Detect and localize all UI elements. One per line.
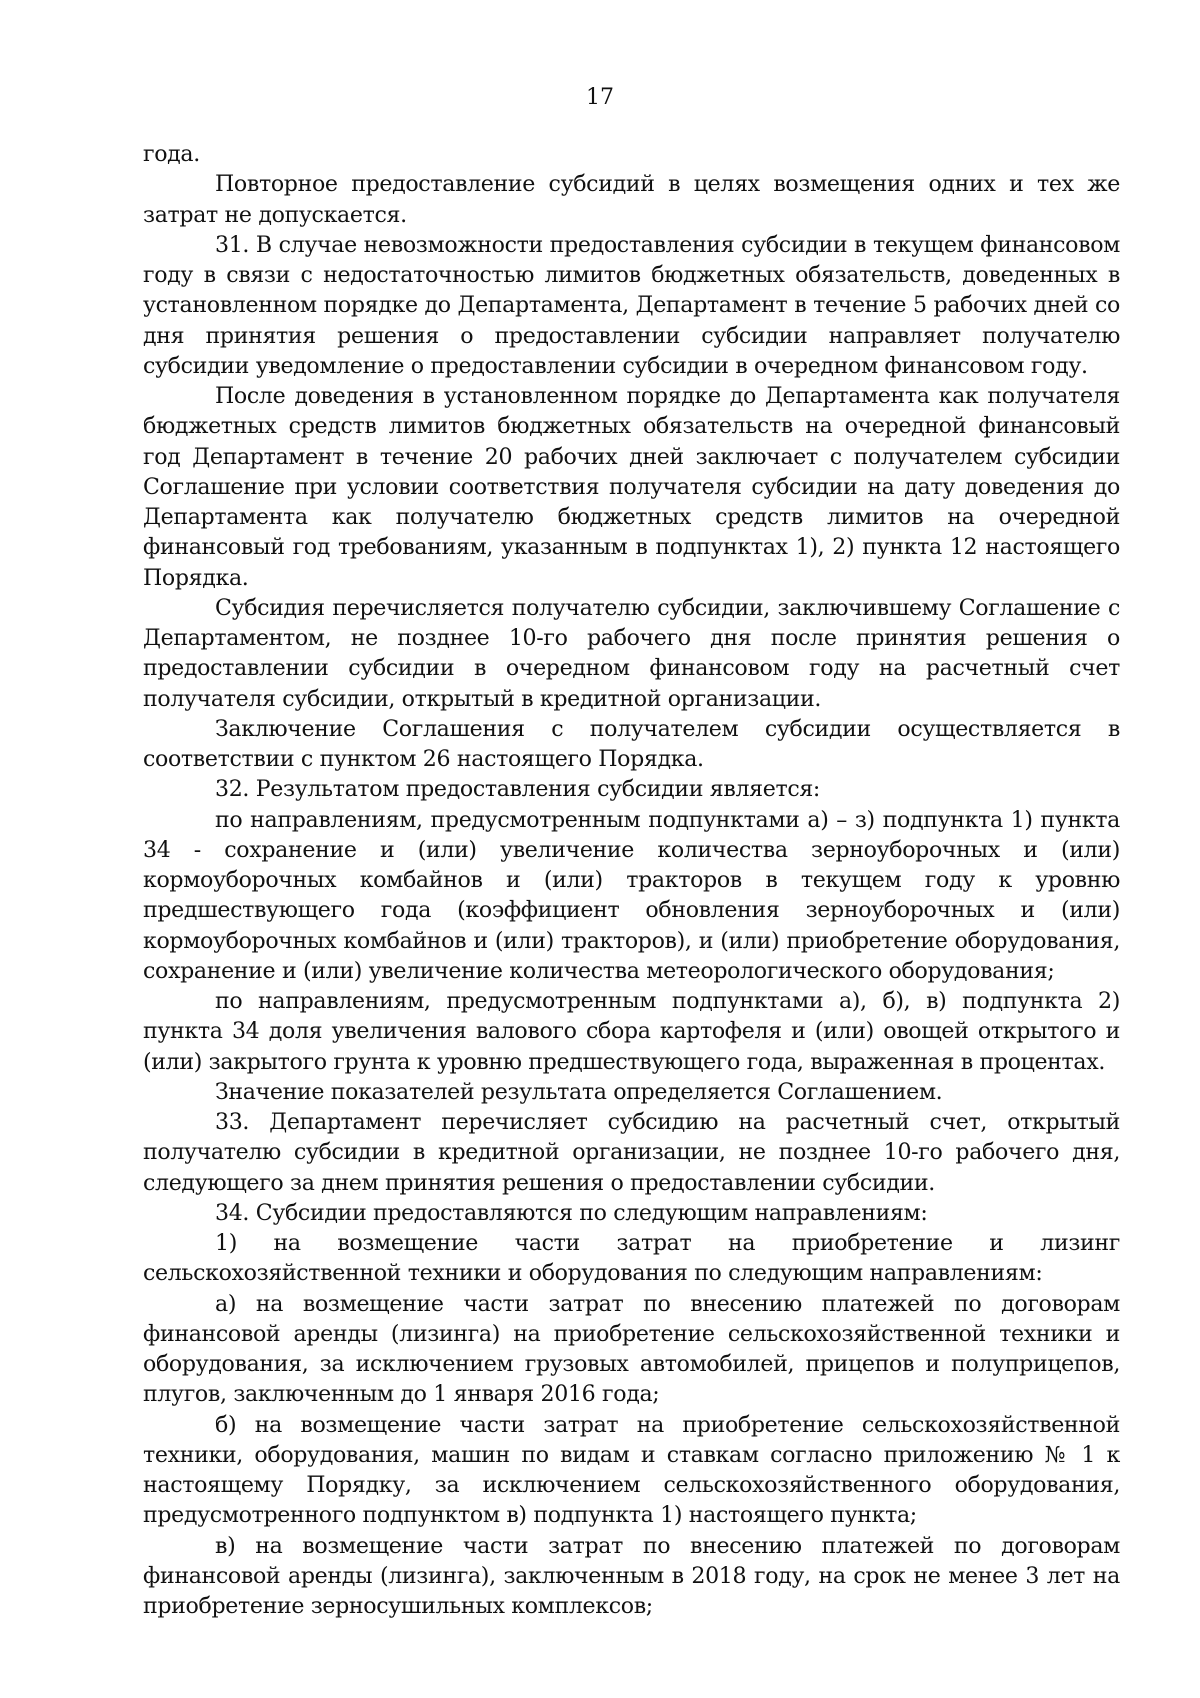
paragraph: 32. Результатом предоставления субсидии является: bbox=[215, 776, 821, 803]
paragraph: 34. Субсидии предоставляются по следующим направлениям: bbox=[215, 1199, 928, 1226]
paragraph: 1) на возмещение части затрат на приобретение и лизинг сельскохозяйственной техники и оборудования по следующим направлениям: bbox=[143, 1230, 1120, 1287]
page-number: 17 bbox=[586, 85, 614, 110]
paragraph: а) на возмещение части затрат по внесению платежей по договорам финансовой аренды (лизинга) на приобретение сельскохозяйственной техники и оборудования, за исключением грузовых автомобилей, прицепов и полуприцепов, плугов, заключенным до 1 января 2016 года; bbox=[143, 1290, 1120, 1408]
paragraph: по направлениям, предусмотренным подпунктами а), б), в) подпункта 2) пункта 34 доля увеличения валового сбора картофеля и (или) овощей открытого и (или) закрытого грунта к уровню предшествующего года, выраженная в процентах. bbox=[143, 988, 1120, 1075]
paragraph: Значение показателей результата определяется Соглашением. bbox=[215, 1078, 943, 1105]
paragraph: в) на возмещение части затрат по внесению платежей по договорам финансовой аренды (лизинга), заключенным в 2018 году, на срок не менее 3 лет на приобретение зерносушильных комплексов; bbox=[143, 1532, 1120, 1619]
paragraph: Заключение Соглашения с получателем субсидии осуществляется в соответствии с пунктом 26 настоящего Порядка. bbox=[143, 715, 1120, 772]
paragraph: После доведения в установленном порядке до Департамента как получателя бюджетных средств лимитов бюджетных обязательств на очередной финансовый год Департамент в течение 20 рабочих дней заключает с получателем субсидии Соглашение при условии соответствия получателя субсидии на дату доведения до Департамента как получателю бюджетных средств лимитов на очередной финансовый год требованиям, указанным в подпунктах 1), 2) пункта 12 настоящего Порядка. bbox=[143, 383, 1120, 591]
paragraph: 33. Департамент перечисляет субсидию на расчетный счет, открытый получателю субсидии в кредитной организации, не позднее 10-го рабочего дня, следующего за днем принятия решения о предоставлении субсидии. bbox=[143, 1109, 1120, 1196]
document-body bbox=[143, 139, 1120, 1621]
paragraph: 31. В случае невозможности предоставления субсидии в текущем финансовом году в связи с недостаточностью лимитов бюджетных обязательств, доведенных в установленном порядке до Департамента, Департамент в течение 5 рабочих дней со дня принятия решения о предоставлении субсидии направляет получателю субсидии уведомление о предоставлении субсидии в очередном финансовом году. bbox=[143, 231, 1120, 379]
paragraph: Субсидия перечисляется получателю субсидии, заключившему Соглашение с Департаментом, не позднее 10-го рабочего дня после принятия решения о предоставлении субсидии в очередном финансовом году на расчетный счет получателя субсидии, открытый в кредитной организации. bbox=[143, 594, 1120, 712]
paragraph: года. bbox=[143, 141, 200, 167]
paragraph: б) на возмещение части затрат на приобретение сельскохозяйственной техники, оборудования, машин по видам и ставкам согласно приложению № 1 к настоящему Порядку, за исключением сельскохозяйственного оборудования, предусмотренного подпунктом в) подпункта 1) настоящего пункта; bbox=[143, 1411, 1120, 1529]
paragraph: Повторное предоставление субсидий в целях возмещения одних и тех же затрат не допускается. bbox=[143, 171, 1120, 228]
paragraph: по направлениям, предусмотренным подпунктами а) – з) подпункта 1) пункта 34 - сохранение и (или) увеличение количества зерноуборочных и (или) кормоуборочных комбайнов и (или) тракторов в текущем году к уровню предшествующего года (коэффициент обновления зерноуборочных и (или) кормоуборочных комбайнов и (или) тракторов), и (или) приобретение оборудования, сохранение и (или) увеличение количества метеорологического оборудования; bbox=[143, 806, 1120, 984]
